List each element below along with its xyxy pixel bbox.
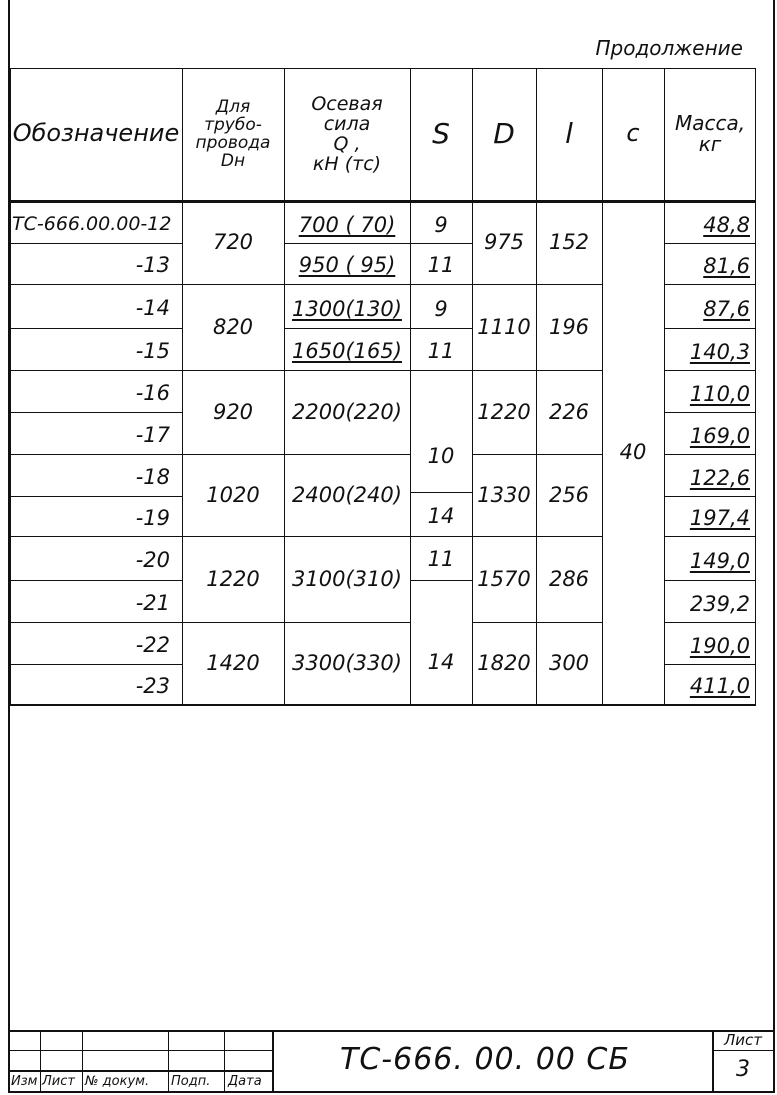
force-cell: 2200(220) — [292, 399, 402, 424]
header-d: D — [493, 117, 515, 151]
d-cell: 1110 — [477, 314, 531, 339]
mass-cell: 48,8 — [703, 212, 750, 237]
designation-cell: -19 — [135, 505, 170, 530]
force-cell: 1650(165) — [292, 338, 402, 363]
mass-line — [664, 454, 756, 455]
force-cell: 3100(310) — [292, 566, 402, 591]
header-mass-line2: кг — [698, 132, 722, 156]
header-mass — [664, 68, 756, 200]
stamp-row-line — [10, 1050, 272, 1051]
dn-cell: 1220 — [206, 566, 260, 591]
header-pipeline-line3: провода — [195, 133, 271, 153]
l-cell: 226 — [548, 399, 590, 424]
mass-cell: 122,6 — [689, 465, 750, 490]
d-cell: 975 — [483, 229, 525, 254]
mass-cell: 197,4 — [689, 505, 750, 530]
force-cell: 700 ( 70) — [298, 212, 396, 237]
mass-cell: 411,0 — [689, 673, 750, 698]
mass-line — [664, 496, 756, 497]
dn-cell: 820 — [212, 314, 254, 339]
row-line — [10, 622, 182, 623]
l-cell: 196 — [548, 314, 590, 339]
c-cell: 40 — [619, 439, 647, 464]
row-line — [10, 328, 182, 329]
force-cell: 950 ( 95) — [298, 252, 396, 277]
designation-cell: -14 — [135, 295, 170, 320]
stamp-col-line — [82, 1030, 83, 1093]
designation-cell: ТС-666.00.00-12 — [12, 213, 172, 236]
mass-line — [664, 580, 756, 581]
force-cell: 1300(130) — [292, 296, 402, 321]
row-line — [10, 370, 182, 371]
specification-table — [10, 68, 756, 704]
s-line — [410, 328, 472, 329]
mass-cell: 110,0 — [689, 381, 750, 406]
header-c: c — [626, 119, 640, 148]
header-pipeline — [182, 72, 284, 198]
stamp-label-sign: Подп. — [171, 1074, 211, 1089]
designation-cell: -17 — [135, 422, 170, 447]
row-line — [10, 243, 182, 244]
s-line — [410, 243, 472, 244]
header-force-line3: Q , — [333, 133, 361, 155]
row-line — [10, 536, 182, 537]
header-pipeline-line1: Для — [215, 97, 251, 118]
mass-line — [664, 622, 756, 623]
mass-line — [664, 243, 756, 244]
stamp-label-sheet: Лист — [42, 1074, 75, 1089]
header-pipeline-line4: Dн — [220, 150, 246, 171]
header-pipeline-line2: трубо- — [204, 115, 262, 136]
mass-line — [664, 412, 756, 413]
s-cell: 11 — [427, 252, 455, 277]
stamp-top-line — [10, 1030, 775, 1032]
d-cell: 1220 — [477, 399, 531, 424]
d-cell: 1330 — [477, 482, 531, 507]
mass-line — [664, 370, 756, 371]
mass-line — [664, 284, 756, 285]
row-line — [10, 580, 182, 581]
mass-cell: 87,6 — [703, 296, 750, 321]
designation-cell: -13 — [135, 252, 170, 277]
stamp-sheet-line — [712, 1050, 775, 1051]
l-cell: 300 — [548, 650, 590, 675]
s-line — [410, 492, 472, 493]
stamp-col-line — [40, 1030, 41, 1093]
d-cell: 1820 — [477, 650, 531, 675]
table-border-bottom — [10, 704, 756, 706]
s-cell: 11 — [427, 338, 455, 363]
row-line — [10, 284, 182, 285]
mass-cell: 169,0 — [689, 423, 750, 448]
s-cell: 10 — [427, 443, 455, 468]
l-cell: 286 — [548, 566, 590, 591]
designation-cell: -22 — [135, 632, 170, 657]
dn-cell: 920 — [212, 399, 254, 424]
row-line — [10, 412, 182, 413]
mass-line — [664, 536, 756, 537]
dn-cell: 720 — [212, 229, 254, 254]
force-line — [284, 328, 410, 329]
stamp-label-docnum: № докум. — [85, 1074, 150, 1089]
s-cell: 11 — [427, 546, 455, 571]
s-cell: 14 — [427, 503, 455, 528]
force-cell: 2400(240) — [292, 482, 402, 507]
sheet-label: Лист — [723, 1031, 762, 1049]
document-number: ТС-666. 00. 00 СБ — [340, 1042, 630, 1077]
row-line — [10, 496, 182, 497]
mass-cell: 239,2 — [689, 591, 750, 616]
designation-cell: -18 — [135, 464, 170, 489]
mass-line — [664, 328, 756, 329]
force-cell: 3300(330) — [292, 650, 402, 675]
row-line — [10, 454, 182, 455]
s-line — [410, 536, 472, 537]
designation-cell: -15 — [135, 338, 170, 363]
header-axial-force — [284, 72, 410, 198]
mass-cell: 149,0 — [689, 548, 750, 573]
dn-cell: 1420 — [206, 650, 260, 675]
d-cell: 1570 — [477, 566, 531, 591]
stamp-label-change: Изм — [11, 1074, 38, 1089]
stamp-col-line — [168, 1030, 169, 1093]
row-line — [10, 664, 182, 665]
header-force-line1: Осевая — [311, 93, 383, 116]
header-force-line2: сила — [323, 113, 371, 136]
dn-cell: 1020 — [206, 482, 260, 507]
s-cell: 9 — [434, 296, 448, 321]
mass-cell: 190,0 — [689, 633, 750, 658]
designation-cell: -20 — [135, 547, 170, 572]
mass-cell: 140,3 — [689, 339, 750, 364]
header-s: S — [432, 117, 450, 151]
sheet-number: 3 — [736, 1057, 750, 1082]
designation-cell: -21 — [135, 590, 170, 615]
force-line — [284, 243, 410, 244]
stamp-label-date: Дата — [228, 1074, 262, 1089]
mass-cell: 81,6 — [703, 253, 750, 278]
header-l: l — [565, 117, 573, 151]
l-cell: 152 — [548, 229, 590, 254]
header-mass-line1: Масса, — [674, 111, 746, 135]
l-cell: 256 — [548, 482, 590, 507]
header-force-line4: кН (тс) — [312, 152, 382, 175]
s-cell: 9 — [434, 212, 448, 237]
designation-cell: -16 — [135, 380, 170, 405]
mass-line — [664, 664, 756, 665]
designation-cell: -23 — [135, 673, 170, 698]
stamp-row-line — [10, 1070, 272, 1072]
s-line — [410, 284, 472, 285]
continuation-label: Продолжение — [595, 36, 743, 60]
s-cell: 14 — [427, 649, 455, 674]
header-designation: Обозначение — [12, 119, 180, 148]
stamp-col-line — [224, 1030, 225, 1093]
